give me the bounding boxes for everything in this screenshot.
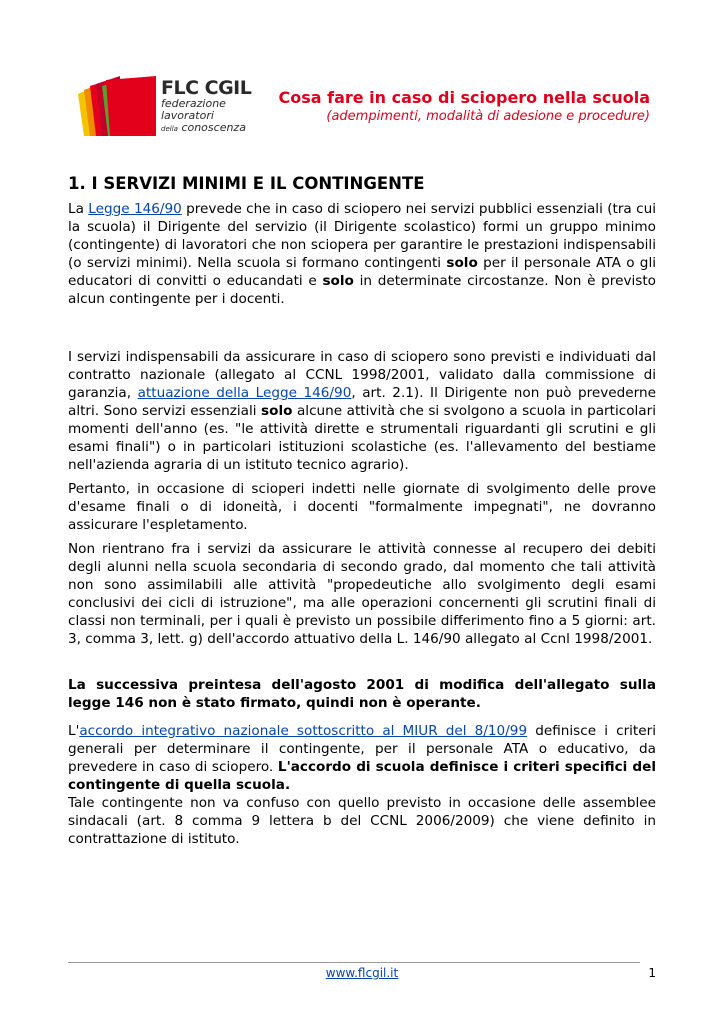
- logo-text: [161, 78, 251, 135]
- p6-bold-1: L'accordo di scuola definisce i criteri specifici del contingente di quella scuola.: [68, 759, 656, 793]
- logo-line-1: federazione: [161, 97, 226, 110]
- document-subtitle: (adempimenti, modalità di adesione e procedure): [326, 109, 650, 124]
- document-title: Cosa fare in caso di sciopero nella scuola: [278, 88, 650, 107]
- p1-bold-2: solo: [322, 273, 354, 289]
- section-heading: 1. I SERVIZI MINIMI E IL CONTINGENTE: [68, 174, 425, 193]
- p1-text-pre: La: [68, 201, 89, 217]
- p1-text-2: per il personale ATA o gli educatori di convitti o educandati e: [68, 255, 656, 289]
- footer-website-link[interactable]: www.flcgil.it: [325, 966, 399, 980]
- logo-line-2: lavoratori: [161, 109, 214, 122]
- link-accordo-integrativo[interactable]: accordo integrativo nazionale sottoscritto al MIUR del 8/10/99: [79, 723, 528, 739]
- paragraph-6: [68, 722, 656, 794]
- footer-divider: [68, 962, 640, 963]
- footer: [0, 966, 724, 980]
- paragraph-1: [68, 200, 656, 308]
- main-content: [68, 174, 656, 848]
- page-number: 1: [648, 966, 656, 980]
- logo-line-3a: della: [161, 125, 178, 133]
- p2-text-1: I servizi indispensabili da assicurare in caso di sciopero sono previsti e individuati dal contratto nazionale (allegato al CCNL 1998/2001, validato dalla commissione di garanzia,: [68, 349, 656, 401]
- paragraph-7: Tale contingente non va confuso con quello previsto in occasione delle assemblee sindacali (art. 8 comma 9 lettera b del CCNL 2006/2009) che viene definito in contrattazione di istituto.: [68, 795, 656, 847]
- link-legge-146-90[interactable]: Legge 146/90: [88, 201, 182, 217]
- p2-bold-1: solo: [261, 403, 293, 419]
- p2-text-2: , art. 2.1). Il Dirigente non può prevederne altri. Sono servizi essenziali: [68, 385, 656, 419]
- p6-text-1: definisce i criteri generali per determinare il contingente, per il personale ATA o educativo, da prevedere in caso di sciopero.: [68, 723, 656, 775]
- document-header: [278, 88, 650, 126]
- p1-bold-1: solo: [446, 255, 478, 271]
- p1-text-3: in determinate circostanze. Non è previsto alcun contingente per i docenti.: [68, 273, 656, 307]
- link-attuazione-legge[interactable]: attuazione della Legge 146/90: [137, 385, 352, 401]
- p1-text-1: prevede che in caso di sciopero nei servizi pubblici essenziali (tra cui la scuola) il Dirigente del servizio (il Dirigente scolastico) formi un gruppo minimo (contingente) di lavoratori che non sciopera per garantire le prestazioni indispensabili (o servizi minimi). Nella scuola si formano contingenti: [68, 201, 656, 271]
- p2-text-3: alcune attività che si svolgono a scuola in particolari momenti dell'anno (es. "le attività dirette e strumentali riguardanti gli scrutini e gli esami finali") o in particolari istituzioni scolastiche (es. l'allevamento del bestiame nell'azienda agraria di un istituto tecnico agrario).: [68, 403, 656, 473]
- paragraph-3: Pertanto, in occasione di scioperi indetti nelle giornate di svolgimento delle prove d'esame finali o di idoneità, i docenti "formalmente impegnati", ne dovranno assicurare l'espletamento.: [68, 481, 656, 533]
- logo-title: FLC CGIL: [161, 77, 252, 99]
- paragraph-4: Non rientrano fra i servizi da assicurare le attività connesse al recupero dei debiti degli alunni nella scuola secondaria di secondo grado, dal momento che tali attività non sono assimilabili alle attività "propedeutiche allo svolgimento degli esami conclusivi dei cicli di istruzione", ma alle operazioni concernenti gli scrutini finali di classi non terminali, per i quali è previsto un possibile differimento fino a 5 giorni: art. 3, comma 3, lett. g) dell'accordo attuativo della L. 146/90 allegato al Ccnl 1998/2001.: [68, 541, 656, 647]
- logo-line-3b: conoscenza: [181, 121, 246, 134]
- p6-text-pre: L': [68, 723, 80, 739]
- paragraph-5-bold: La successiva preintesa dell'agosto 2001 di modifica dell'allegato sulla legge 146 non è stato firmato, quindi non è operante.: [68, 677, 656, 711]
- paragraph-2: [68, 348, 656, 474]
